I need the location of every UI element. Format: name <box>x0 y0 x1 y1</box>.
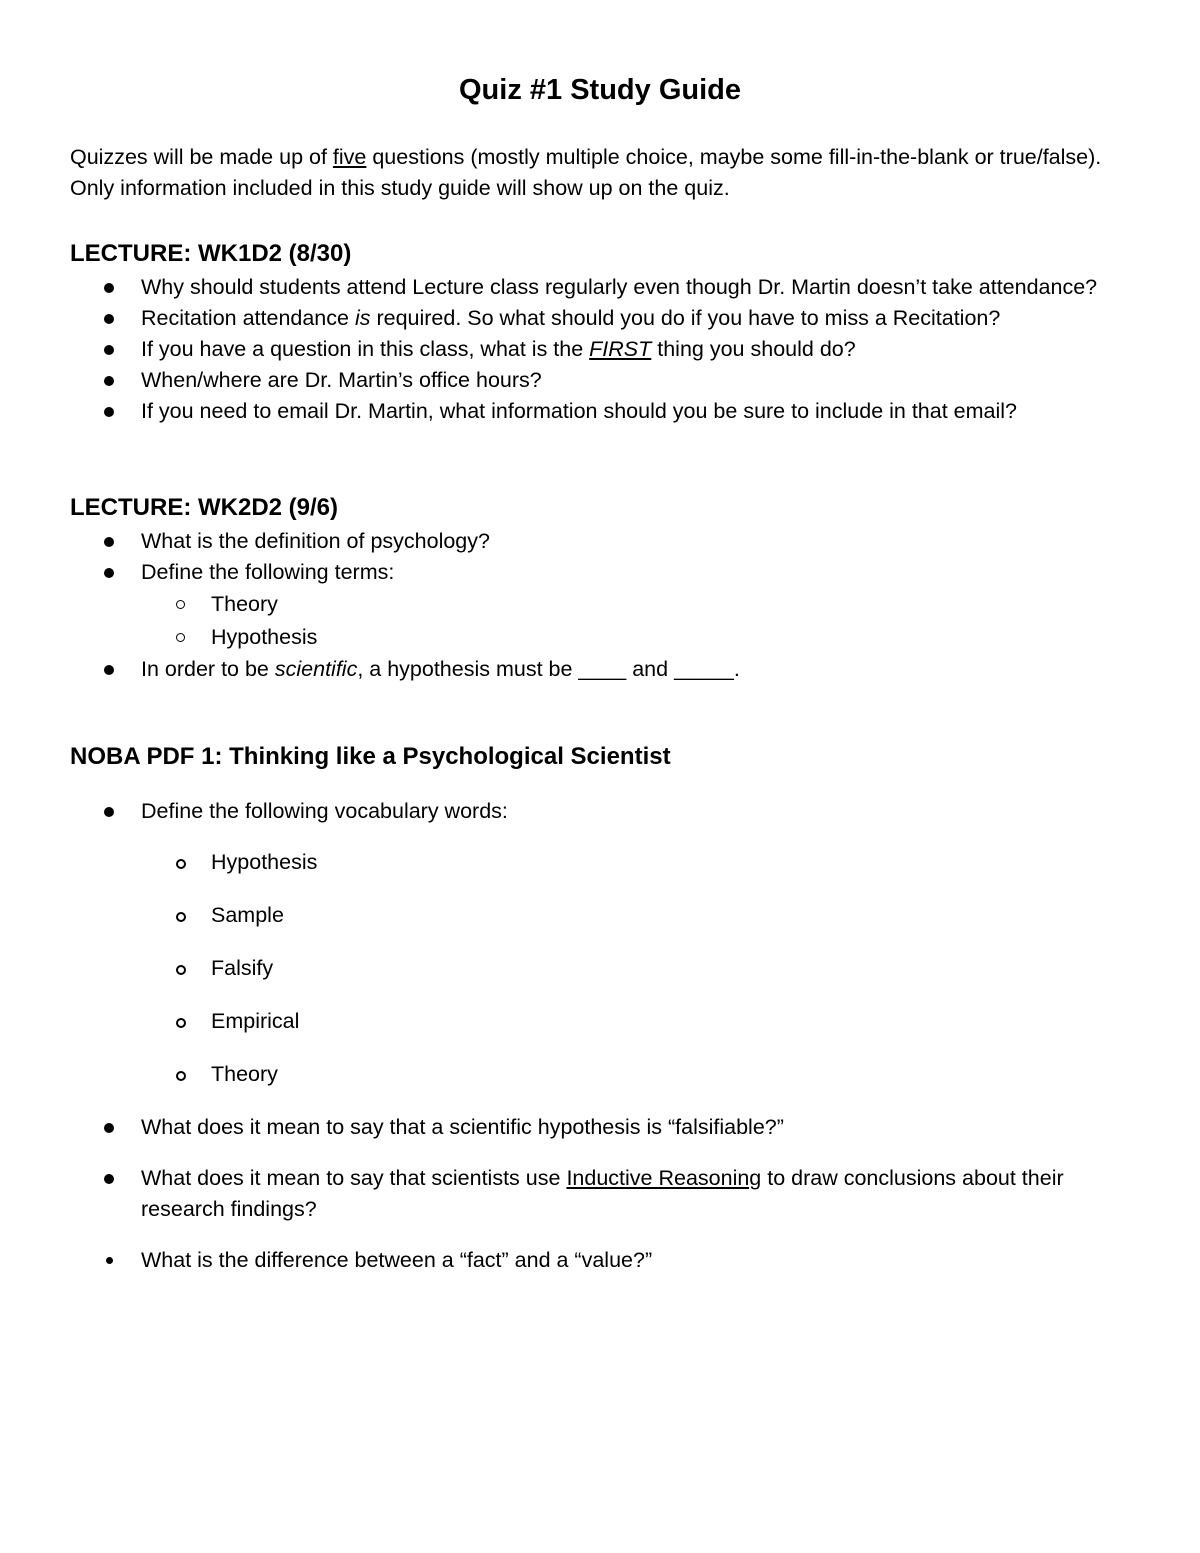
list-item: If you have a question in this class, what is the FIRST thing you should do? <box>0 334 1200 365</box>
list-item: If you need to email Dr. Martin, what information should you be sure to include in that email? <box>0 396 1200 427</box>
sub-list-item: Falsify <box>0 953 1200 984</box>
list-item: What is the difference between a “fact” and a “value?” <box>0 1245 1200 1276</box>
bullet-icon <box>104 345 114 355</box>
section-list-wk1d2 <box>0 272 1200 427</box>
bullet-icon <box>104 1174 114 1184</box>
list-item: Define the following vocabulary words: <box>0 796 1200 827</box>
bullet-icon <box>104 283 114 293</box>
section-list-wk2d2 <box>0 526 1200 685</box>
circle-bullet-icon <box>176 965 186 975</box>
intro-paragraph <box>70 142 1140 204</box>
circle-bullet-icon <box>176 633 185 642</box>
list-item: Define the following terms: <box>0 557 1200 588</box>
list-item: Recitation attendance is required. So what should you do if you have to miss a Recitation? <box>0 303 1200 334</box>
bullet-icon <box>104 314 114 324</box>
sub-list-item: Sample <box>0 900 1200 931</box>
intro-text-after: questions (mostly multiple choice, maybe some fill-in-the-blank or true/false). Only information included in this study guide will show up on the quiz. <box>70 145 1102 200</box>
sub-list-item: Theory <box>0 1059 1200 1090</box>
list-item: What is the definition of psychology? <box>0 526 1200 557</box>
bullet-icon <box>104 665 114 675</box>
section-heading-wk2d2: LECTURE: WK2D2 (9/6) <box>70 494 339 521</box>
sub-list-item: Hypothesis <box>0 621 1200 654</box>
list-item: What does it mean to say that a scientific hypothesis is “falsifiable?” <box>0 1112 1200 1143</box>
bullet-icon <box>104 1123 114 1133</box>
bullet-icon <box>104 568 114 578</box>
list-item: Why should students attend Lecture class regularly even though Dr. Martin doesn’t take attendance? <box>0 272 1200 303</box>
bullet-icon <box>106 1257 113 1264</box>
bullet-icon <box>104 376 114 386</box>
sub-list-item: Hypothesis <box>0 847 1200 878</box>
section-heading-noba: NOBA PDF 1: Thinking like a Psychological Scientist <box>70 743 671 770</box>
sub-list-item: Theory <box>0 588 1200 621</box>
bullet-icon <box>104 407 114 417</box>
list-item: What does it mean to say that scientists use Inductive Reasoning to draw conclusions about their research findings? <box>0 1163 1200 1225</box>
intro-emphasis: five <box>332 145 367 169</box>
circle-bullet-icon <box>176 859 186 869</box>
circle-bullet-icon <box>176 1018 186 1028</box>
circle-bullet-icon <box>176 912 186 922</box>
section-heading-wk1d2: LECTURE: WK1D2 (8/30) <box>70 240 352 267</box>
section-list-noba <box>0 796 1200 1276</box>
bullet-icon <box>104 807 114 817</box>
circle-bullet-icon <box>176 600 185 609</box>
circle-bullet-icon <box>176 1071 186 1081</box>
bullet-icon <box>104 537 114 547</box>
intro-text-before: Quizzes will be made up of <box>70 145 333 169</box>
list-item: In order to be scientific, a hypothesis must be ____ and _____. <box>0 654 1200 685</box>
sub-list-item: Empirical <box>0 1006 1200 1037</box>
page-title: Quiz #1 Study Guide <box>459 74 741 106</box>
list-item: When/where are Dr. Martin’s office hours? <box>0 365 1200 396</box>
